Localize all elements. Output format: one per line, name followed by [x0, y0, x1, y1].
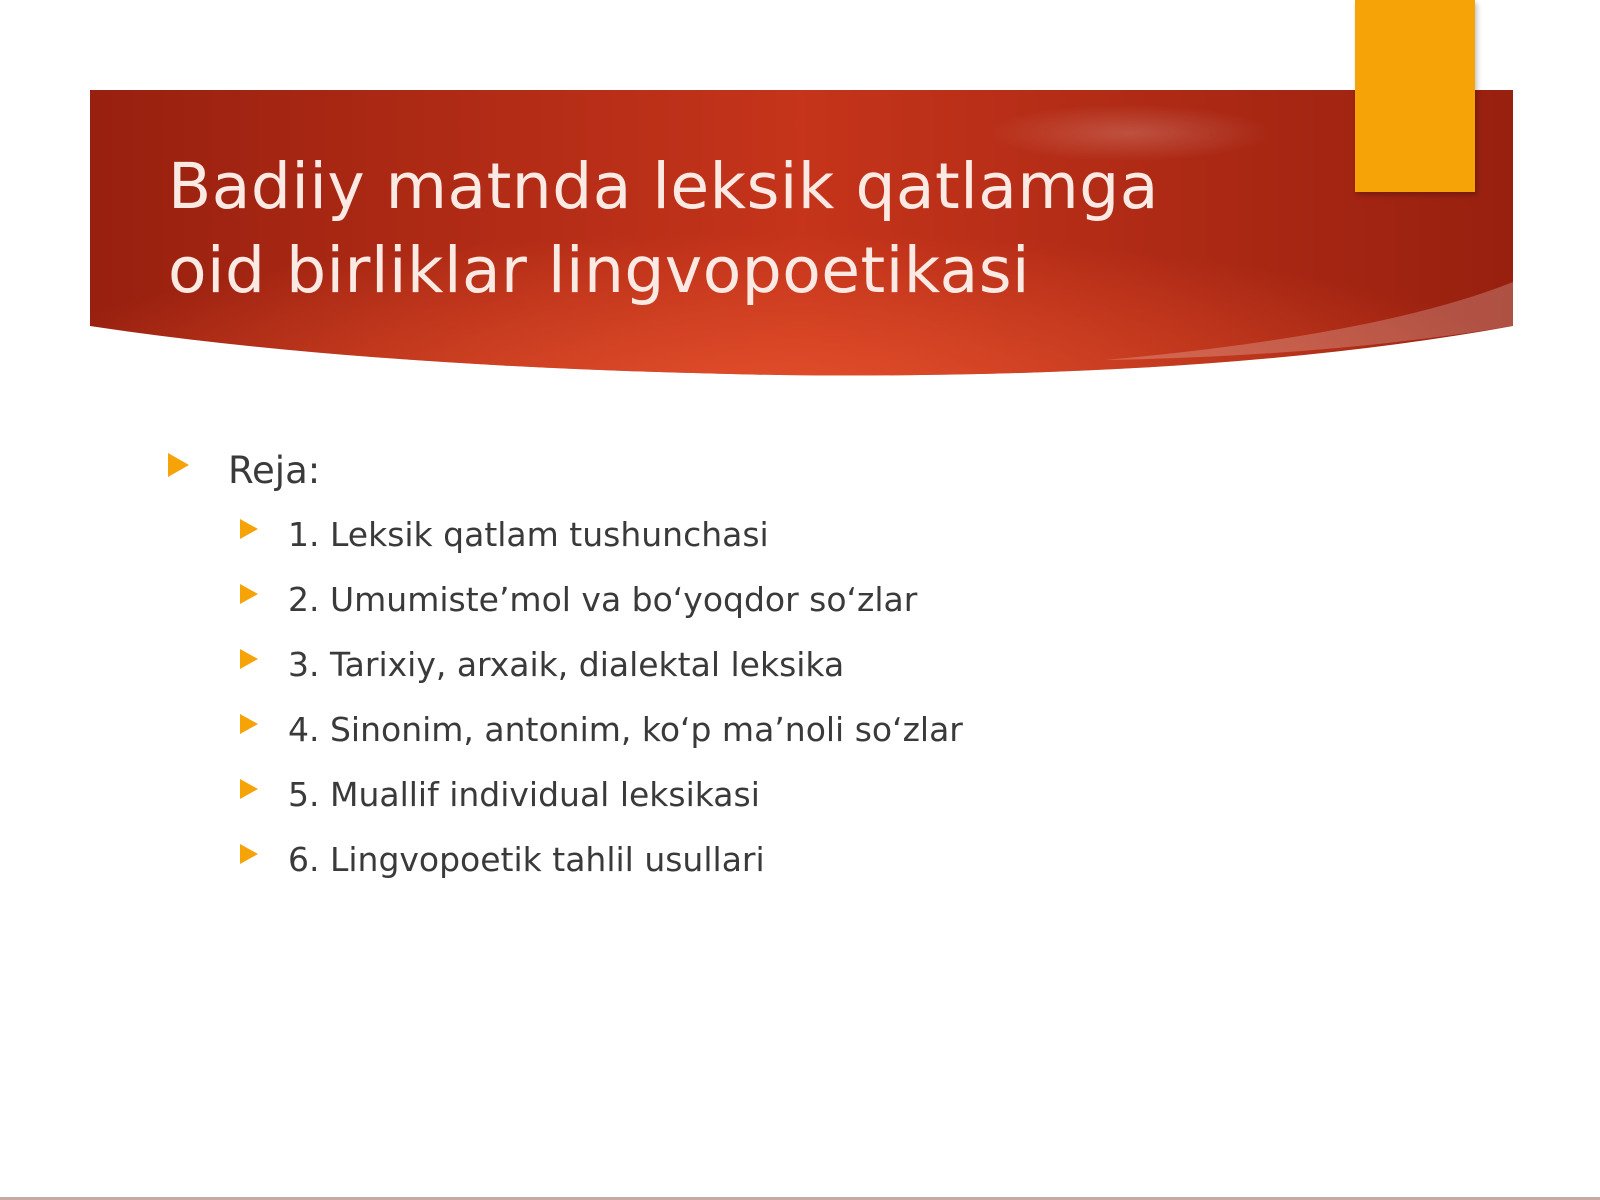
- plan-item: [240, 762, 1368, 827]
- triangle-right-bullet-icon: [240, 844, 258, 864]
- plan-item: [240, 827, 1368, 892]
- plan-item-text: 4. Sinonim, antonim, ko‘p ma’noli so‘zlar: [288, 710, 963, 749]
- slide-body: [168, 440, 1368, 892]
- triangle-right-bullet-icon: [240, 714, 258, 734]
- plan-item: [240, 697, 1368, 762]
- plan-item: [240, 567, 1368, 632]
- plan-heading: [168, 440, 1368, 502]
- plan-item-text: 2. Umumiste’mol va bo‘yoqdor so‘zlar: [288, 580, 918, 619]
- slide-title-line: Badiiy matnda leksik qatlamga: [168, 150, 1159, 223]
- plan-item: [240, 502, 1368, 567]
- triangle-right-bullet-icon: [240, 584, 258, 604]
- plan-heading-text: Reja:: [228, 449, 321, 492]
- accent-tab: [1355, 0, 1475, 192]
- triangle-right-bullet-icon: [240, 779, 258, 799]
- slide-title: [168, 145, 1318, 313]
- plan-item-text: 1. Leksik qatlam tushunchasi: [288, 515, 769, 554]
- slide-title-line: oid birliklar lingvopoetikasi: [168, 234, 1031, 307]
- triangle-right-bullet-icon: [168, 453, 189, 477]
- plan-item-text: 6. Lingvopoetik tahlil usullari: [288, 840, 765, 879]
- plan-item-text: 5. Muallif individual leksikasi: [288, 775, 760, 814]
- plan-item-text: 3. Tarixiy, arxaik, dialektal leksika: [288, 645, 845, 684]
- plan-item: [240, 632, 1368, 697]
- triangle-right-bullet-icon: [240, 519, 258, 539]
- triangle-right-bullet-icon: [240, 649, 258, 669]
